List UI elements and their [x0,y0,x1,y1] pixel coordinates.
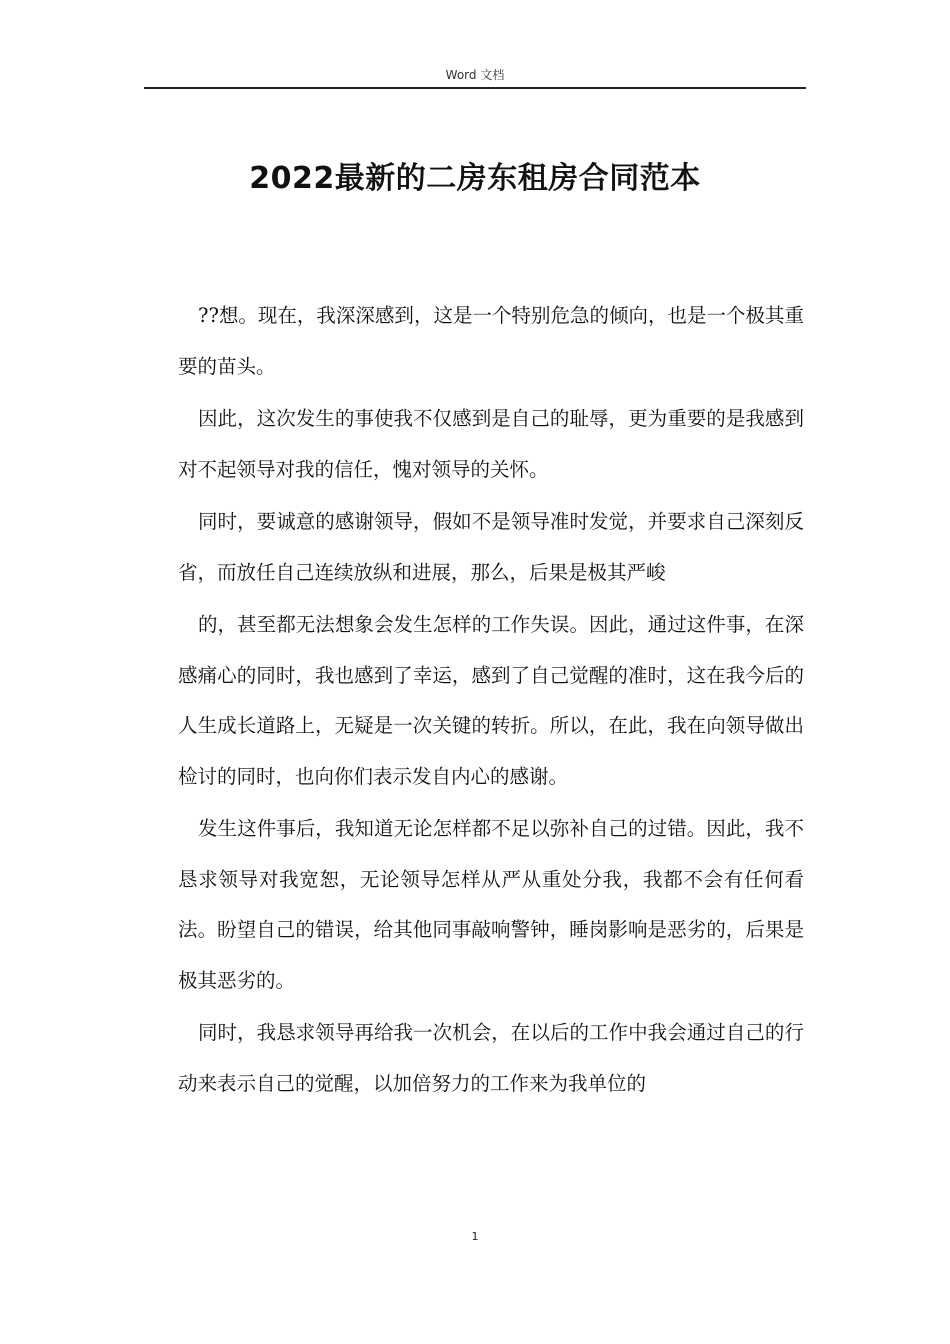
document-title: 2022最新的二房东租房合同范本 [249,161,701,196]
document-body [178,291,804,1111]
page-number: 1 [471,1230,479,1243]
paragraph: 同时，我恳求领导再给我一次机会，在以后的工作中我会通过自己的行动来表示自己的觉醒，以加倍努力的工作来为我单位的 [178,1021,804,1095]
paragraph: 因此，这次发生的事使我不仅感到是自己的耻辱，更为重要的是我感到对不起领导对我的信任，愧对领导的关怀。 [178,407,804,481]
paragraph: 同时，要诚意的感谢领导，假如不是领导准时发觉，并要求自己深刻反省，而放任自己连续放纵和进展，那么，后果是极其严峻 [178,510,804,584]
paragraph: ??想。现在，我深深感到，这是一个特别危急的倾向，也是一个极其重要的苗头。 [178,304,804,378]
paragraph: 的，甚至都无法想象会发生怎样的工作失误。因此，通过这件事，在深感痛心的同时，我也感到了幸运，感到了自己觉醒的准时，这在我今后的人生成长道路上，无疑是一次关键的转折。所以，在此，我在向领导做出检讨的同时，也向你们表示发自内心的感谢。 [178,613,804,788]
page-header: Word 文档 [445,68,505,82]
paragraph: 发生这件事后，我知道无论怎样都不足以弥补自己的过错。因此，我不恳求领导对我宽恕，无论领导怎样从严从重处分我，我都不会有任何看法。盼望自己的错误，给其他同事敲响警钟，睡岗影响是恶劣的，后果是极其恶劣的。 [178,817,804,992]
header-divider [144,87,806,89]
